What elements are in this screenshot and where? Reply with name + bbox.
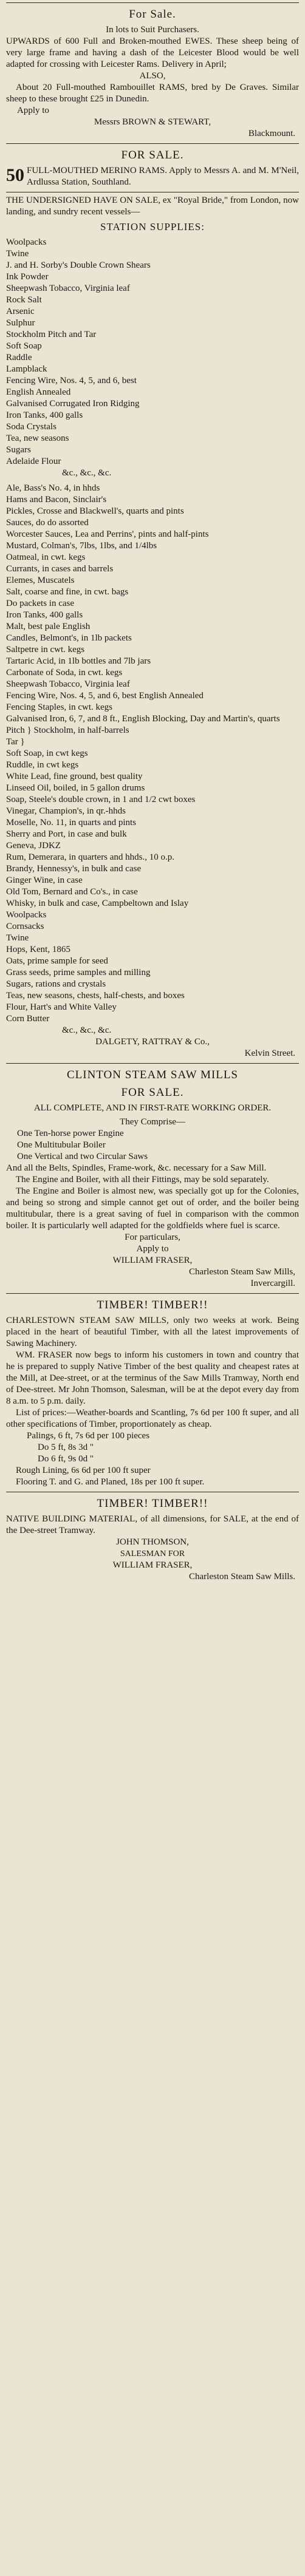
ad-timber-native [6,1492,299,1586]
list-item: Flour, Hart's and White Valley [6,1002,117,1012]
newspaper-column [6,0,299,1586]
list-item: Geneva, JDKZ [6,841,61,851]
list-item: Raddle [6,353,32,362]
list-item: Ruddle, in cwt kegs [6,760,79,770]
list-item: Pitch } Stockholm, in half-barrels [6,726,129,735]
list-item: Woolpacks [6,237,47,247]
list-item: Stockholm Pitch and Tar [6,330,97,339]
list-item: Ale, Bass's No. 4, in hhds [6,483,100,493]
list-item: Corn Butter [6,1014,50,1024]
list-item: Iron Tanks, 400 galls [6,610,83,620]
list-item: Linseed Oil, boiled, in 5 gallon drums [6,783,145,793]
ad4-item-0: One Ten-horse power Engine [17,1129,124,1138]
ad1-also: ALSO, [139,71,166,81]
ad4-para1: The Engine and Boiler, with all their Fittings, may be sold separately. [16,1175,269,1184]
ad6-employer: WILLIAM FRASER, [112,1560,193,1570]
list-item: Lampblack [6,364,47,374]
list-item: Rock Salt [6,295,42,305]
ad1-body2: About 20 Full-mouthed Rambouillet RAMS, bred by De Graves. Similar sheep to these brought £25 in Dunedin. [6,83,299,104]
ad4-comprise: They Comprise— [120,1117,185,1127]
list-item: Ginger Wine, in case [6,875,83,885]
ad1-apply: Apply to [17,106,49,115]
ad1-firm: Messrs BROWN & STEWART, [94,117,211,127]
list-item: White Lead, fine ground, best quality [6,772,143,781]
list-item: Sauces, do do assorted [6,518,89,528]
list-item: Brandy, Hennessy's, in bulk and case [6,864,142,874]
ad4-heading2: FOR SALE. [121,1086,184,1099]
ad-station-supplies [6,192,299,1063]
list-item: Hops, Kent, 1865 [6,945,70,954]
ad4-para2: The Engine and Boiler is almost new, was specially got up for the Colonies, and being so strong and simple cannot get out of order, and the boiler being multitubular, there is a great saving of fuel in comparison with the common boiler. It is particularly well adapted for the goldfields where fuel is scarce. [6,1186,299,1231]
ad5-heading: TIMBER! TIMBER!! [97,1299,208,1311]
ad3-firm: DALGETY, RATTRAY & Co., [95,1037,210,1047]
list-item: Tartaric Acid, in 1lb bottles and 7lb jars [6,656,151,666]
list-item: Sugars, rations and crystals [6,979,106,989]
list-item: Oats, prime sample for seed [6,956,108,966]
goods-list [6,483,299,1025]
list-item: Candles, Belmont's, in 1lb packets [6,633,132,643]
list-item: Fencing Staples, in cwt. kegs [6,702,112,712]
ad3-place: Kelvin Street. [244,1048,295,1058]
ad3-etc2: &c., &c., &c. [62,1025,112,1035]
list-item: Cornsacks [6,922,44,931]
ad1-subheading: In lots to Suit Purchasers. [106,25,199,35]
list-item: Soap, Steele's double crown, in 1 and 1/2 cwt boxes [6,795,196,804]
list-item: Oatmeal, in cwt. kegs [6,552,86,562]
ad6-heading: TIMBER! TIMBER!! [97,1497,208,1510]
list-item: Arsenic [6,307,35,316]
list-item: Adelaide Flour [6,457,61,466]
list-item: Saltpetre in cwt. kegs [6,645,85,654]
price-line: Do 5 ft, 8s 3d " [38,1443,94,1452]
list-item: J. and H. Sorby's Double Crown Shears [6,260,151,270]
list-item: Moselle, No. 11, in quarts and pints [6,818,137,828]
list-item: Fencing Wire, Nos. 4, 5, and 6, best English Annealed [6,691,204,701]
ad3-subheading: STATION SUPPLIES: [100,221,205,233]
ad-timber-charlestown [6,1294,299,1492]
list-item: Iron Tanks, 400 galls [6,410,83,420]
list-item: Galvanised Iron, 6, 7, and 8 ft., English Blocking, Day and Martin's, quarts [6,714,280,724]
ad1-heading: For Sale. [129,8,176,21]
list-item: Sulphur [6,318,35,328]
station-supplies-list [6,237,299,467]
ad4-item-2: One Vertical and two Circular Saws [17,1152,148,1161]
list-item: Rum, Demerara, in quarters and hhds., 10 o.p. [6,852,175,862]
ad5-para1: CHARLESTOWN STEAM SAW MILLS, only two weeks at work. Being placed in the heart of beautiful Timber, with all the latest improvements of Sawing Machinery. [6,1316,299,1348]
list-item: Grass seeds, prime samples and milling [6,968,151,977]
list-item: Woolpacks [6,910,47,920]
list-item: Soft Soap [6,341,42,351]
ad6-name: JOHN THOMSON, [116,1537,189,1547]
ad2-number: 50 [6,165,24,185]
list-item: Sherry and Port, in case and bulk [6,829,127,839]
list-item: Old Tom, Bernard and Co's., in case [6,887,138,897]
list-item: Galvanised Corrugated Iron Ridging [6,399,140,409]
ad4-particulars: For particulars, [125,1232,180,1242]
ad4-heading: CLINTON STEAM SAW MILLS [66,1069,239,1081]
list-item: Vinegar, Champion's, in qr.-hhds [6,806,126,816]
ad6-body: NATIVE BUILDING MATERIAL, of all dimensions, for SALE, at the end of the Dee-street Tramway. [6,1514,299,1535]
ad-ewes-for-sale [6,3,299,143]
list-item: Whisky, in bulk and case, Campbeltown and Islay [6,899,189,908]
list-item: English Annealed [6,387,71,397]
list-item: Sugars [6,445,31,455]
ad5-para3: List of prices:—Weather-boards and Scantling, 7s 6d per 100 ft super, and all other specifications of Timber, proportionately as cheap. [6,1408,299,1429]
list-item: Currants, in cases and barrels [6,564,114,574]
ad-merino-rams [6,144,299,192]
ad4-company: Charleston Steam Saw Mills, [189,1267,295,1277]
ad-clinton-saw-mills [6,1064,299,1293]
ad1-place: Blackmount. [248,129,295,138]
list-item: Sheepwash Tobacco, Virginia leaf [6,679,130,689]
price-list [6,1430,299,1488]
list-item: Soft Soap, in cwt kegs [6,749,88,758]
list-item: Sheepwash Tobacco, Virginia leaf [6,284,130,293]
list-item: Mustard, Colman's, 7lbs, 1lbs, and 1/4lbs [6,541,157,551]
price-line: Palings, 6 ft, 7s 6d per 100 pieces [27,1431,150,1441]
list-item: Fencing Wire, Nos. 4, 5, and 6, best [6,376,137,386]
list-item: Worcester Sauces, Lea and Perrins', pints and half-pints [6,529,209,539]
list-item: Elemes, Muscatels [6,576,75,585]
ad5-para2: WM. FRASER now begs to inform his customers in town and country that he is prepared to supply Native Timber of the best quality and cheapest rates at the Mill, at Dee-street, or at the terminus of the Saw Mills Tramway, North end of Dee-street. Mr John Thomson, Salesman, will be at the depot every day from 8 a.m. to 5 p.m. daily. [6,1350,299,1406]
ad4-items-tail: And all the Belts, Spindles, Frame-work, &c. necessary for a Saw Mill. [6,1163,267,1173]
list-item: Carbonate of Soda, in cwt. kegs [6,668,123,678]
list-item: Salt, coarse and fine, in cwt. bags [6,587,129,597]
list-item: Malt, best pale English [6,622,91,631]
price-line: Rough Lining, 6s 6d per 100 ft super [16,1466,151,1475]
list-item: Ink Powder [6,272,49,282]
price-line: Do 6 ft, 9s 0d " [38,1454,94,1464]
list-item: Tea, new seasons [6,433,69,443]
list-item: Soda Crystals [6,422,57,432]
list-item: Twine [6,933,29,943]
price-line: Flooring T. and G. and Planed, 18s per 100 ft super. [16,1477,205,1487]
ad4-name: WILLIAM FRASER, [112,1256,193,1265]
ad6-role: SALESMAN FOR [120,1549,185,1558]
ad4-item-1: One Multitubular Boiler [17,1140,106,1150]
ad4-apply: Apply to [136,1244,169,1254]
ad2-body: FULL-MOUTHED MERINO RAMS. Apply to Messrs A. and M. M'Neil, Ardlussa Station, Southland. [27,166,299,187]
ad1-body: UPWARDS of 600 Full and Broken-mouthed EWES. These sheep being of very large frame and having a dash of the Leicester Blood would be well adapted for crossing with Leicester Rams. Delivery in April; [6,36,299,69]
ad4-sub: ALL COMPLETE, AND IN FIRST-RATE WORKING ORDER. [33,1103,272,1113]
ad6-company: Charleston Steam Saw Mills. [189,1572,295,1582]
list-item: Teas, new seasons, chests, half-chests, and boxes [6,991,185,1001]
list-item: Hams and Bacon, Sinclair's [6,495,107,505]
ad4-place: Invercargill. [250,1279,295,1288]
list-item: Do packets in case [6,599,75,608]
ad3-intro: THE UNDERSIGNED HAVE ON SALE, ex "Royal Bride," from London, now landing, and sundry recent vessels— [6,195,299,217]
list-item: Pickles, Crosse and Blackwell's, quarts and pints [6,506,184,516]
list-item: Twine [6,249,29,259]
ad2-heading: FOR SALE. [121,149,184,161]
list-item: Tar } [6,737,25,747]
ad3-etc1: &c., &c., &c. [62,468,112,478]
